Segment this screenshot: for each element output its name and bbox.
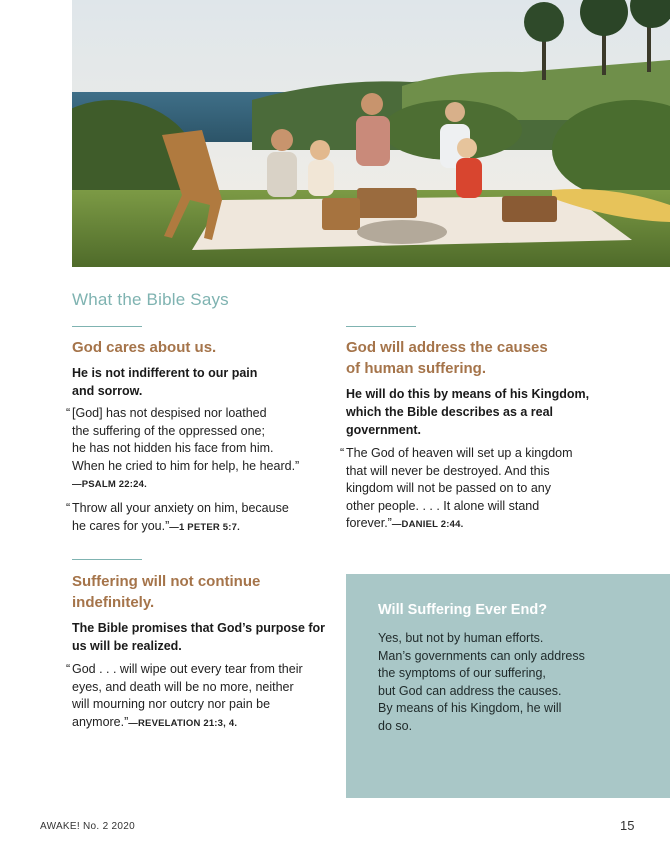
divider [346,326,416,327]
scripture-reference: —1 PETER 5:7. [169,521,240,533]
divider [72,326,142,327]
quote-line: God . . . will wipe out every tear from their [72,662,303,676]
quote-revelation [66,661,303,732]
open-quote: “ [66,501,71,515]
quote-line: The God of heaven will set up a kingdom [346,446,573,460]
callout-box [346,574,670,798]
quote-line: other people. . . . It alone will stand [346,498,540,513]
lead-promise [72,619,325,655]
divider [72,559,142,560]
lead-line: us will be realized. [72,639,182,653]
quote-line: will mourning nor outcry nor pain be [72,697,271,711]
scripture-reference: —REVELATION 21:3, 4. [128,717,238,729]
lead-line: The Bible promises that God’s purpose for [72,621,326,635]
family-picnic-photo [72,0,670,267]
page-number: 15 [620,818,635,833]
open-quote: “ [66,662,71,676]
heading-line: of human suffering. [346,360,486,377]
callout-line: the symptoms of our suffering, [378,666,546,680]
heading-god-cares: God cares about us. [72,339,217,356]
quote-line: he cares for you.” [72,518,170,533]
lead-line: government. [346,423,422,437]
lead-line: and sorrow. [72,384,143,398]
lead-line: He is not indifferent to our pain [72,366,258,380]
scripture-reference: —DANIEL 2:44. [391,519,464,530]
quote-line: the suffering of the oppressed one; [72,423,265,438]
publication-footer: AWAKE! No. 2 2020 [40,821,135,832]
lead-god-cares [72,364,257,400]
quote-line: forever.” [346,516,392,530]
callout-line: Man’s governments can only address [378,648,585,663]
callout-title: Will Suffering Ever End? [378,602,548,618]
quote-line: When he cried to him for help, he heard.” [72,458,300,473]
quote-psalm [66,405,300,494]
section-title: What the Bible Says [72,290,229,309]
lead-line: which the Bible describes as a real [346,405,554,419]
quote-line: he has not hidden his face from him. [72,441,274,455]
quote-daniel [340,445,573,534]
callout-line: do so. [378,718,413,733]
heading-line: God will address the causes [346,339,548,356]
open-quote: “ [340,446,345,460]
quote-line: [God] has not despised nor loathed [72,406,267,420]
quote-line: eyes, and death will be no more, neither [72,679,294,694]
quote-line: anymore.” [72,714,129,729]
scripture-reference: —PSALM 22:24. [72,479,147,490]
callout-text [378,630,618,735]
heading-line: indefinitely. [72,594,155,611]
open-quote: “ [66,406,71,420]
heading-line: Suffering will not continue [72,573,261,590]
lead-kingdom [346,385,589,439]
quote-line: kingdom will not be passed on to any [346,481,551,495]
quote-line: Throw all your anxiety on him, because [72,501,289,515]
lead-line: He will do this by means of his Kingdom, [346,387,590,401]
quote-line: that will never be destroyed. And this [346,463,550,478]
callout-line: Yes, but not by human efforts. [378,631,544,645]
callout-line: but God can address the causes. [378,683,562,698]
heading-suffering-not-continue [72,571,260,613]
heading-address-causes [346,337,548,379]
photo-illustration [72,0,670,267]
quote-1-peter [66,500,289,536]
callout-line: By means of his Kingdom, he will [378,701,562,715]
